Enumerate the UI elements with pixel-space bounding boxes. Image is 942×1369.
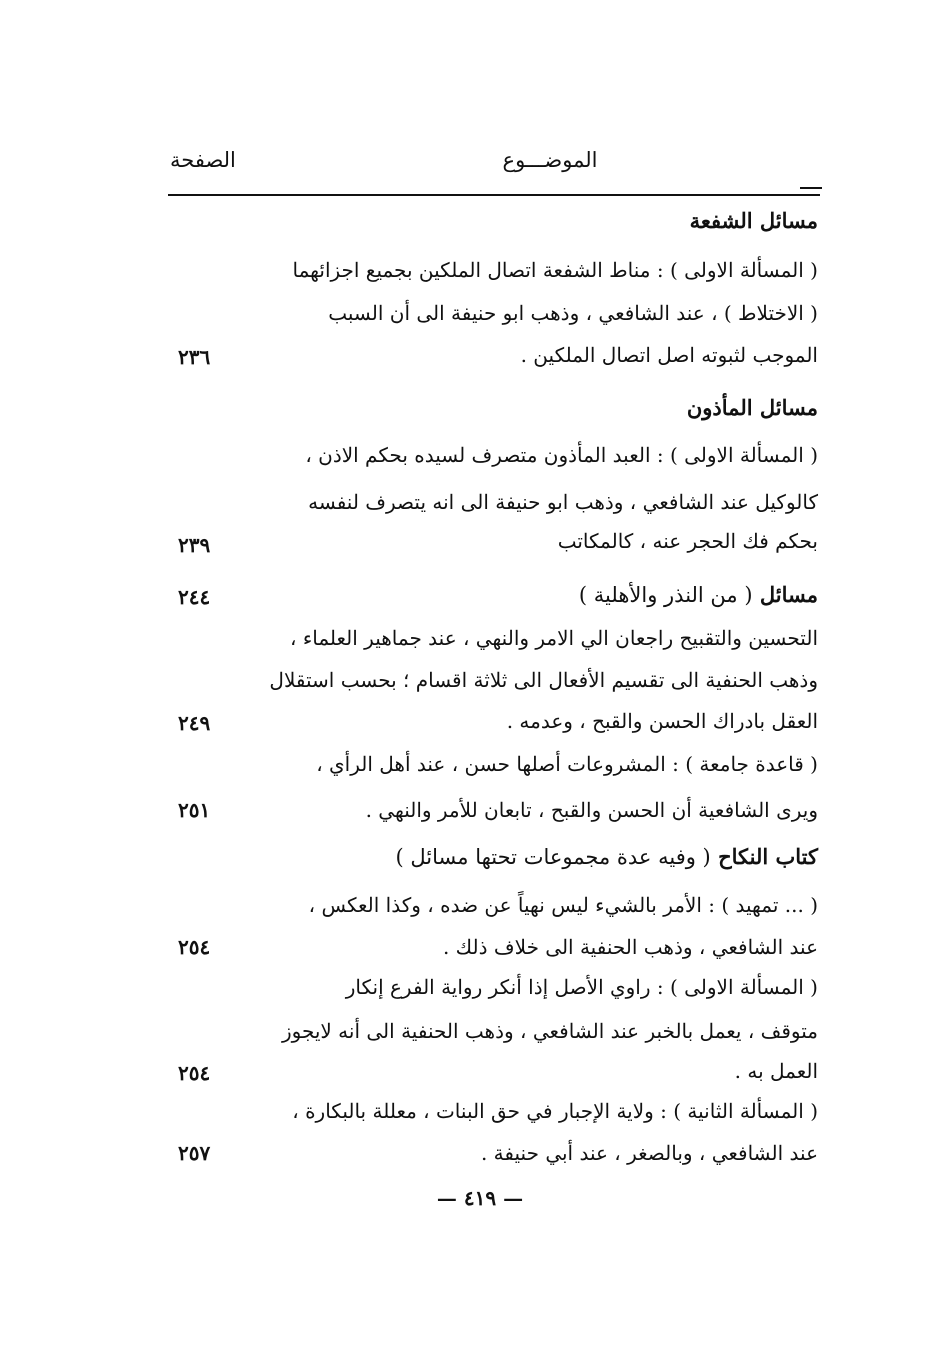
page-number: ٢٤٤ [178, 585, 211, 609]
section-heading-subtitle: ( وفيه عدة مجموعات تحتها مسائل ) [395, 845, 711, 869]
entry-line: التحسين والتقبيح راجعان الي الامر والنهي ، عند جماهير العلماء ، [290, 626, 818, 650]
section-heading-subtitle: ( من النذر والأهلية ) [578, 583, 753, 607]
entry-line: العقل بادراك الحسن والقبح ، وعدمه . [506, 709, 818, 733]
section-heading-title: كتاب النكاح [718, 844, 818, 869]
entry-line: ( قاعدة جامعة ) : المشروعات أصلها حسن ، عند أهل الرأي ، [316, 752, 818, 776]
footer-page-number: — ٤١٩ — [436, 1186, 524, 1210]
entry-line: ويرى الشافعية أن الحسن والقبح ، تابعان للأمر والنهي . [365, 798, 818, 822]
section-heading [396, 842, 818, 872]
page-number: ٢٤٩ [178, 711, 211, 735]
entry-line: عند الشافعي ، وبالصغر ، عند أبي حنيفة . [480, 1141, 818, 1165]
entry-line: ( المسألة الاولى ) : العبد المأذون متصرف لسيده بحكم الاذن ، [305, 443, 818, 467]
entry-line: ( المسألة الاولى ) : مناط الشفعة اتصال الملكين بجميع اجزائهما [292, 258, 818, 282]
entry-line: كالوكيل عند الشافعي ، وذهب ابو حنيفة الى انه يتصرف لنفسه [308, 490, 818, 514]
section-heading: مسائل الشفعة [689, 208, 818, 233]
page-number: ٢٣٩ [178, 533, 211, 557]
page-number: ٢٥٤ [178, 935, 211, 959]
page-number: ٢٣٦ [178, 345, 211, 369]
page-number: ٢٥٤ [178, 1061, 211, 1085]
entry-line: ( المسألة الاولى ) : راوي الأصل إذا أنكر رواية الفرع إنكار [345, 975, 818, 999]
section-heading [579, 580, 818, 610]
header-rule-tick [800, 187, 822, 189]
page-column-header: الصفحة [170, 148, 236, 172]
entry-line: متوقف ، يعمل بالخبر عند الشافعي ، وذهب الحنفية الى أنه لايجوز [281, 1019, 818, 1043]
section-heading-title: مسائل [759, 582, 818, 607]
entry-line: ( ... تمهيد ) : الأمر بالشيء ليس نهياً عن ضده ، وكذا العكس ، [308, 893, 818, 917]
entry-line: بحكم فك الحجر عنه ، كالمكاتب [557, 529, 818, 553]
entry-line: الموجب لثبوته اصل اتصال الملكين . [520, 343, 818, 367]
entry-line: ( الاختلاط ) ، عند الشافعي ، وذهب ابو حنيفة الى أن السبب [328, 301, 818, 325]
page-number: ٢٥١ [178, 798, 211, 822]
page-number: ٢٥٧ [178, 1141, 211, 1165]
entry-line: وذهب الحنفية الى تقسيم الأفعال الى ثلاثة اقسام ؛ بحسب استقلال [269, 668, 818, 692]
entry-line: العمل به . [734, 1059, 818, 1083]
entry-line: عند الشافعي ، وذهب الحنفية الى خلاف ذلك . [442, 935, 818, 959]
entry-line: ( المسألة الثانية ) : ولاية الإجبار في حق البنات ، معللة بالبكارة ، [292, 1099, 818, 1123]
section-heading: مسائل المأذون [686, 395, 818, 420]
header-rule [168, 194, 820, 196]
topic-column-header: الموضـــوع [502, 148, 598, 172]
